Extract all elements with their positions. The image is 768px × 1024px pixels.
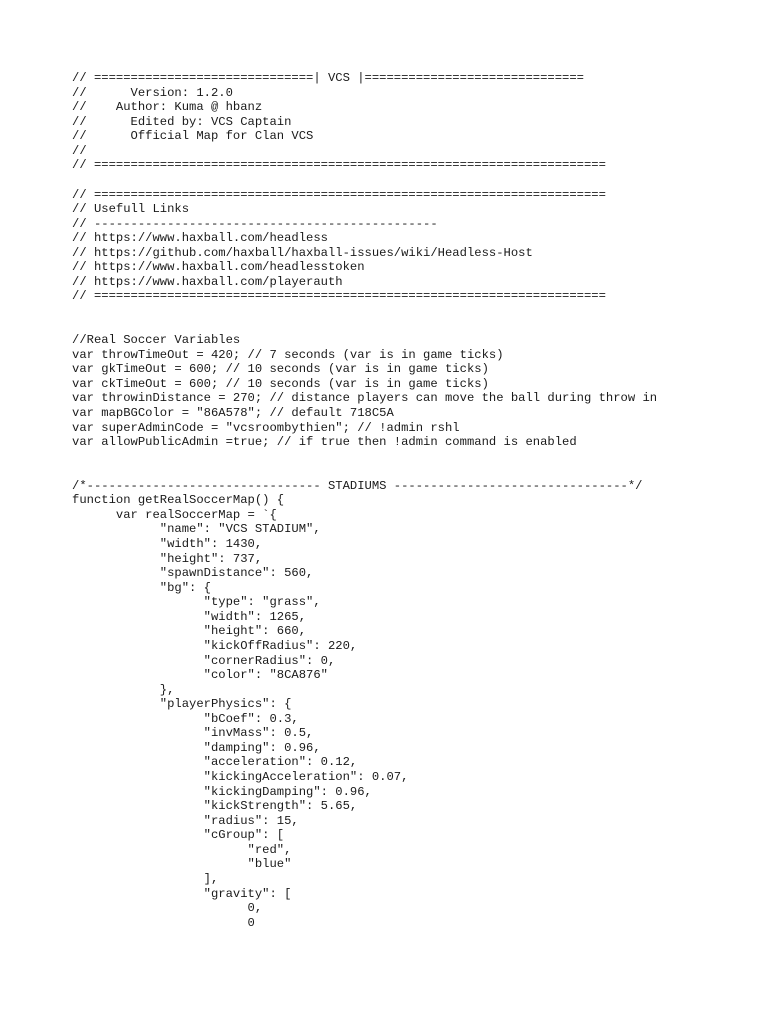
code-line: "blue" [72,857,292,872]
code-line: 0, [72,901,263,916]
code-line: /*-------------------------------- STADIUMS --------------------------------*/ [72,478,643,493]
code-listing [72,71,752,930]
code-line: // Official Map for Clan VCS [72,129,314,144]
code-line: // https://www.haxball.com/playerauth [72,274,343,289]
code-line [72,173,752,188]
code-line: "kickingAcceleration": 0.07, [72,770,409,784]
code-line: "height": 660, [72,624,307,639]
code-line [72,450,752,465]
code-line: // ==============================| VCS |============================== [72,71,584,85]
code-line: // Version: 1.2.0 [72,85,233,100]
code-line: // Usefull Links [72,202,190,217]
code-line: "bCoef": 0.3, [72,711,299,726]
code-line: var throwinDistance = 270; // distance players can move the ball during throw in [72,391,658,406]
code-line: // Edited by: VCS Captain [72,114,292,129]
code-line: "kickOffRadius": 220, [72,638,358,653]
code-line: "invMass": 0.5, [72,726,314,741]
code-line: "radius": 15, [72,813,299,828]
code-line: var throwTimeOut = 420; // 7 seconds (var is in game ticks) [72,347,504,362]
code-line: // https://github.com/haxball/haxball-issues/wiki/Headless-Host [72,245,533,260]
code-line: "damping": 0.96, [72,740,321,755]
code-line: // ====================================================================== [72,289,606,304]
code-line: "width": 1265, [72,609,307,624]
code-line: "kickingDamping": 0.96, [72,784,372,799]
code-line: "gravity": [ [72,886,292,901]
code-line: "acceleration": 0.12, [72,755,358,770]
code-line: // ====================================================================== [72,158,606,173]
code-line [72,464,752,479]
code-line: 0 [72,915,255,930]
code-line: // ----------------------------------------------- [72,216,438,231]
code-line: "cGroup": [ [72,828,285,843]
code-line: "type": "grass", [72,595,321,610]
code-line: ], [72,871,219,886]
code-line: }, [72,682,175,697]
code-line: "height": 737, [72,551,263,566]
code-line: var allowPublicAdmin =true; // if true then !admin command is enabled [72,435,577,450]
code-line: "cornerRadius": 0, [72,653,336,668]
code-line: "name": "VCS STADIUM", [72,522,321,537]
code-line [72,319,752,334]
code-line: "bg": { [72,580,211,595]
code-line: "color": "8CA876" [72,668,328,683]
code-line: // https://www.haxball.com/headless [72,231,328,246]
code-line: var gkTimeOut = 600; // 10 seconds (var is in game ticks) [72,362,489,377]
code-line: "red", [72,842,292,857]
code-line: function getRealSoccerMap() { [72,493,285,508]
code-line: "kickStrength": 5.65, [72,799,358,814]
code-line: // ====================================================================== [72,187,606,202]
code-line: "width": 1430, [72,537,263,551]
code-line: // Author: Kuma @ hbanz [72,100,263,115]
code-line: "playerPhysics": { [72,697,292,712]
code-line: "spawnDistance": 560, [72,566,314,581]
code-line: var realSoccerMap = `{ [72,507,277,522]
code-line: var superAdminCode = "vcsroombythien"; // !admin rshl [72,420,460,435]
code-line: var mapBGColor = "86A578"; // default 718C5A [72,405,394,420]
code-line [72,304,752,319]
code-line: // https://www.haxball.com/headlesstoken [72,260,365,275]
code-line: // [72,143,87,158]
code-line: var ckTimeOut = 600; // 10 seconds (var is in game ticks) [72,376,489,391]
code-line: //Real Soccer Variables [72,333,241,348]
